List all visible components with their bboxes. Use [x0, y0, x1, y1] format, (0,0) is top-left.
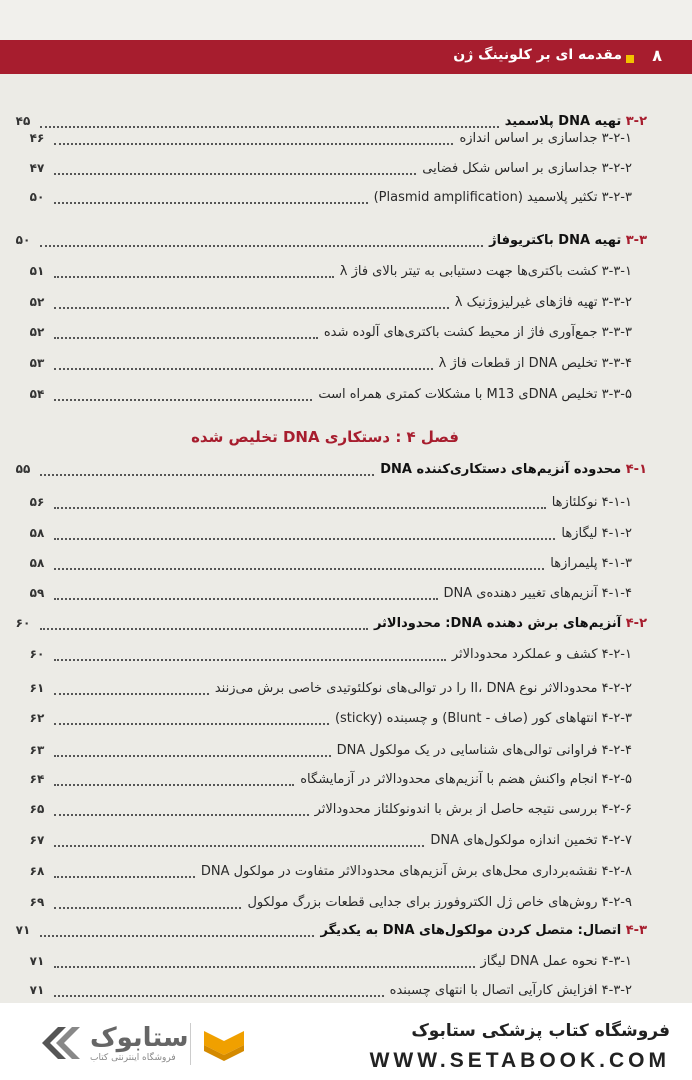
toc-dot-leader — [40, 474, 374, 476]
toc-page-number: ۵۱ — [29, 264, 45, 278]
page-number: ۸ — [652, 46, 662, 65]
toc-dot-leader — [54, 723, 329, 725]
toc-page-number: ۵۸ — [29, 556, 45, 570]
toc-entry-text — [459, 131, 632, 146]
footer-divider — [190, 1023, 191, 1065]
logo-subtitle: فروشگاه اینترنتی کتاب — [90, 1053, 176, 1063]
toc-page-number: ۵۲ — [29, 295, 45, 309]
toc-entry-text — [550, 556, 632, 571]
toc-entry-text — [452, 647, 632, 662]
toc-entry-text — [320, 923, 647, 938]
toc-entry-text — [300, 772, 632, 787]
toc-dot-leader — [54, 368, 433, 370]
toc-subsection-row — [0, 741, 692, 765]
toc-page-number: ۵۴ — [29, 387, 45, 401]
toc-entry-text — [318, 387, 632, 402]
footer-banner — [0, 1003, 692, 1080]
toc-dot-leader — [54, 659, 446, 661]
toc-page-number: ۴۷ — [29, 161, 45, 175]
toc-entry-label: ۴-۳-۲ افزایش کارآیی اتصال با انتهای چسبنده — [389, 983, 632, 998]
toc-entry-label: تهیه DNA باکتریوفاژ — [489, 233, 622, 248]
toc-entry-label: ۴-۲-۷ تخمین اندازه مولکول‌های DNA — [430, 833, 632, 848]
toc-entry-text — [481, 954, 632, 969]
toc-entry-label: ۴-۲-۴ فراوانی توالی‌های شناسایی در یک مولکول DNA — [336, 743, 632, 758]
toc-page-number: ۷۱ — [15, 923, 31, 937]
toc-dot-leader — [54, 568, 544, 570]
toc-page-number: ۴۶ — [29, 131, 45, 145]
toc-entry-label: ۴-۱-۱ نوکلئازها — [551, 495, 632, 510]
toc-dot-leader — [54, 845, 424, 847]
toc-entry-text — [505, 114, 647, 129]
toc-entry-label: ۴-۳-۱ نحوه عمل DNA لیگاز — [480, 954, 632, 969]
toc-subsection-row — [0, 709, 692, 733]
toc-subsection-row — [0, 354, 692, 378]
toc-dot-leader — [54, 814, 309, 816]
toc-subsection-row — [0, 831, 692, 855]
toc-entry-text — [201, 864, 632, 879]
toc-entry-text — [315, 802, 632, 817]
toc-page-number: ۵۵ — [15, 462, 31, 476]
toc-subsection-row — [0, 800, 692, 824]
toc-entry-text — [439, 356, 632, 371]
toc-entry-text — [215, 681, 632, 696]
toc-subsection-row — [0, 385, 692, 409]
toc-section-row — [0, 921, 692, 945]
toc-dot-leader — [54, 173, 416, 175]
toc-entry-text — [455, 295, 632, 310]
toc-subsection-row — [0, 493, 692, 517]
toc-subsection-row — [0, 262, 692, 286]
running-header-title: مقدمه ای بر کلونینگ ژن — [453, 47, 622, 63]
toc-dot-leader — [54, 598, 438, 600]
toc-section-number: ۴-۳ — [621, 923, 647, 938]
toc-dot-leader — [54, 966, 475, 968]
toc-subsection-row — [0, 159, 692, 183]
toc-entry-label: ۴-۲-۲ محدودالاثر نوع II، DNA را در توالی‌های نوکلئوتیدی خاصی برش می‌زنند — [214, 681, 632, 696]
toc-entry-text — [374, 616, 647, 631]
toc-subsection-row — [0, 584, 692, 608]
toc-page-number: ۶۷ — [29, 833, 45, 847]
toc-subsection-row — [0, 323, 692, 347]
toc-entry-label: ۴-۲-۸ نقشه‌برداری محل‌های برش آنزیم‌های محدودالاثر متفاوت در مولکول DNA — [200, 864, 632, 879]
toc-subsection-row — [0, 293, 692, 317]
toc-entry-label: ۳-۳-۱ کشت باکتری‌ها جهت دستیابی به تیتر بالای فاژ λ — [339, 264, 632, 279]
toc-dot-leader — [54, 399, 312, 401]
toc-subsection-row — [0, 554, 692, 578]
toc-page-number: ۵۰ — [15, 233, 31, 247]
toc-entry-label: ۳-۲-۱ جداسازی بر اساس اندازه — [459, 131, 632, 146]
toc-dot-leader — [54, 784, 294, 786]
toc-entry-label: ۴-۲-۱ کشف و عملکرد محدودالاثر — [451, 647, 632, 662]
toc-page-number: ۶۳ — [29, 743, 45, 757]
toc-entry-label: ۴-۱-۴ آنزیم‌های تغییر دهنده‌ی DNA — [443, 586, 632, 601]
toc-entry-text — [337, 743, 632, 758]
toc-entry-label: ۴-۲-۳ انتهاهای کور (صاف - Blunt) و چسبنده (sticky) — [334, 711, 632, 726]
toc-dot-leader — [54, 507, 546, 509]
toc-subsection-row — [0, 679, 692, 703]
toc-dot-leader — [54, 143, 453, 145]
chevron-logo-icon — [38, 1019, 86, 1067]
toc-dot-leader — [54, 538, 555, 540]
toc-section-row — [0, 614, 692, 638]
toc-entry-text — [444, 586, 632, 601]
toc-page-number: ۶۴ — [29, 772, 45, 786]
toc-page-number: ۵۰ — [29, 190, 45, 204]
toc-entry-label: ۴-۱-۳ پلیمرازها — [550, 556, 632, 571]
toc-subsection-row — [0, 893, 692, 917]
toc-subsection-row — [0, 770, 692, 794]
toc-dot-leader — [54, 307, 449, 309]
toc-page-number: ۷۱ — [29, 954, 45, 968]
toc-entry-text — [422, 161, 632, 176]
toc-entry-label: تهیه DNA پلاسمید — [504, 114, 622, 129]
toc-dot-leader — [40, 245, 483, 247]
toc-entry-label: ۴-۱-۲ لیگازها — [561, 526, 632, 541]
toc-entry-text — [340, 264, 632, 279]
toc-entry-label: ۴-۲-۹ روش‌های خاص ژل الکتروفورز برای جدایی قطعات بزرگ مولکول — [247, 895, 632, 910]
toc-page-number: ۷۱ — [29, 983, 45, 997]
toc-subsection-row — [0, 862, 692, 886]
toc-entry-text — [335, 711, 632, 726]
toc-page-number: ۶۰ — [29, 647, 45, 661]
toc-dot-leader — [54, 693, 209, 695]
toc-section-number: ۴-۲ — [621, 616, 647, 631]
toc-subsection-row — [0, 645, 692, 669]
toc-page-number: ۶۰ — [15, 616, 31, 630]
header-square-icon — [626, 55, 634, 63]
toc-page-number: ۴۵ — [15, 114, 31, 128]
toc-subsection-row — [0, 524, 692, 548]
toc-dot-leader — [54, 755, 331, 757]
toc-page-number: ۵۹ — [29, 586, 45, 600]
toc-page-number: ۶۹ — [29, 895, 45, 909]
toc-page-number: ۶۵ — [29, 802, 45, 816]
logo-text: ستابوک — [90, 1023, 189, 1053]
toc-dot-leader — [54, 995, 384, 997]
setabook-logo — [38, 1019, 189, 1067]
store-url: WWW.SETABOOK.COM — [369, 1049, 670, 1072]
toc-entry-text — [390, 983, 632, 998]
toc-entry-label: ۳-۳-۴ تخلیص DNA از قطعات فاژ λ — [438, 356, 632, 371]
toc-dot-leader — [54, 202, 368, 204]
toc-section-row — [0, 460, 692, 484]
toc-entry-label: ۴-۲-۵ انجام واکنش هضم با آنزیم‌های محدودالاثر در آزمایشگاه — [300, 772, 632, 787]
toc-entry-label: محدوده آنزیم‌های دستکاری‌کننده DNA — [380, 462, 622, 477]
toc-subsection-row — [0, 188, 692, 212]
toc-section-number: ۴-۱ — [621, 462, 647, 477]
toc-entry-label: ۴-۲-۶ بررسی نتیجه حاصل از برش با اندونوکلئاز محدودالاثر — [314, 802, 632, 817]
toc-entry-text — [561, 526, 632, 541]
toc-section-row — [0, 231, 692, 255]
toc-subsection-row — [0, 129, 692, 153]
chapter-title: فصل ۴ : دستکاری DNA تخلیص شده — [191, 428, 459, 446]
toc-page-number: ۶۱ — [29, 681, 45, 695]
toc-entry-text — [247, 895, 632, 910]
toc-entry-text — [430, 833, 632, 848]
toc-entry-text — [374, 190, 632, 205]
toc-entry-label: اتصال: متصل کردن مولکول‌های DNA به یکدیگر — [320, 923, 622, 938]
toc-dot-leader — [54, 876, 195, 878]
toc-subsection-row — [0, 981, 692, 1003]
toc-entry-text — [380, 462, 647, 477]
toc-dot-leader — [40, 628, 368, 630]
toc-dot-leader — [54, 907, 241, 909]
toc-entry-label: آنزیم‌های برش دهنده DNA: محدودالاثر — [373, 616, 622, 631]
toc-section-number: ۳-۲ — [621, 114, 647, 129]
toc-entry-label: ۳-۳-۳ جمع‌آوری فاژ از محیط کشت باکتری‌های آلوده شده — [323, 325, 632, 340]
toc-page-number: ۶۲ — [29, 711, 45, 725]
toc-dot-leader — [40, 126, 499, 128]
toc-entry-label: ۳-۲-۲ جداسازی بر اساس شکل فضایی — [422, 161, 632, 176]
toc-subsection-row — [0, 952, 692, 976]
toc-dot-leader — [40, 935, 314, 937]
toc-entry-label: ۳-۳-۵ تخلیص DNAی M13 با مشکلات کمتری همراه است — [318, 387, 632, 402]
toc-page-number: ۵۳ — [29, 356, 45, 370]
toc-page-number: ۵۸ — [29, 526, 45, 540]
toc-page-number: ۵۲ — [29, 325, 45, 339]
toc-entry-text — [324, 325, 632, 340]
toc-entry-text — [552, 495, 632, 510]
toc-entry-label: ۳-۳-۲ تهیه فاژهای غیرلیزوژنیک λ — [454, 295, 632, 310]
toc-page-number: ۶۸ — [29, 864, 45, 878]
toc-dot-leader — [54, 276, 334, 278]
toc-entry-label: ۳-۲-۳ تکثیر پلاسمید (Plasmid amplification) — [373, 190, 632, 205]
toc-entry-text — [489, 233, 647, 248]
book-badge-icon — [198, 1027, 250, 1061]
toc-section-number: ۳-۳ — [621, 233, 647, 248]
toc-page-number: ۵۶ — [29, 495, 45, 509]
store-name: فروشگاه کتاب پزشکی ستابوک — [411, 1021, 670, 1041]
toc-dot-leader — [54, 337, 318, 339]
